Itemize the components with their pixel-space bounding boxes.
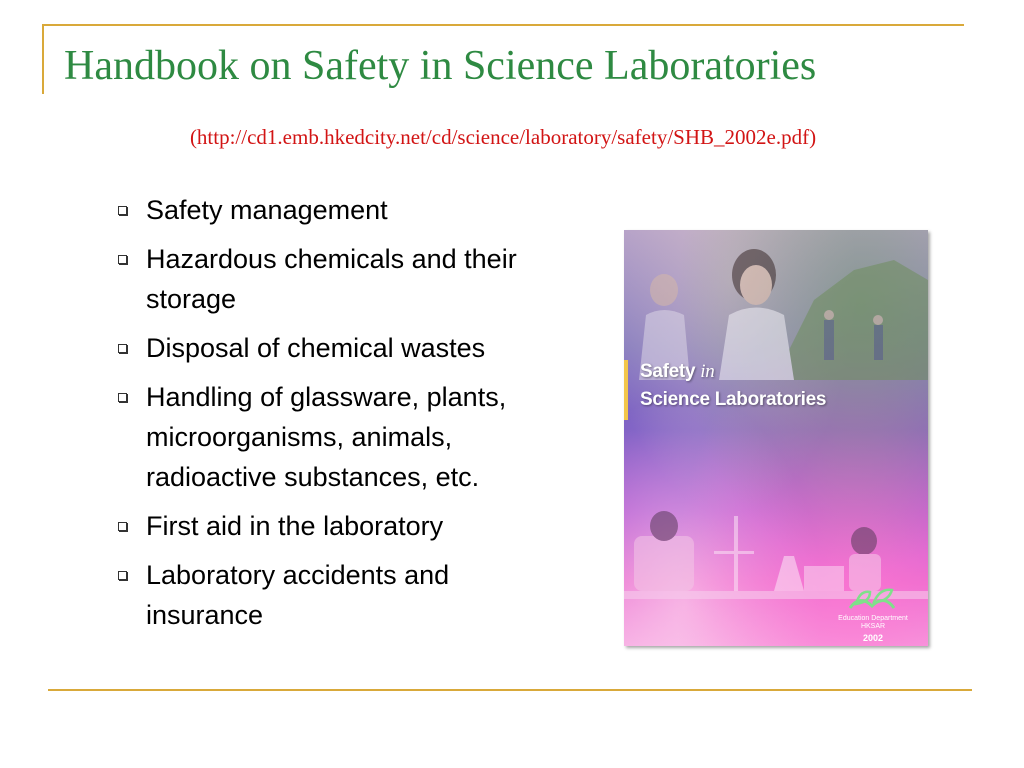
bullet-item — [110, 506, 590, 546]
bullet-item — [110, 328, 590, 368]
square-bullet-icon — [118, 393, 127, 402]
handbook-cover-image — [624, 230, 928, 646]
bullet-item — [110, 377, 590, 497]
cover-publisher-line1: Education Department — [838, 615, 908, 622]
frame-left-line — [42, 24, 44, 94]
bullet-text: Handling of glassware, plants, microorganisms, animals, radioactive substances, etc. — [146, 382, 507, 492]
square-bullet-icon — [118, 571, 127, 580]
cover-title — [640, 358, 826, 414]
slide-title: Handbook on Safety in Science Laboratories — [64, 43, 817, 89]
cover-title-italic-word: in — [700, 361, 715, 382]
cover-year: 2002 — [862, 633, 884, 643]
cover-accent-bar — [624, 360, 628, 420]
bullet-list — [110, 190, 590, 644]
bullet-text: First aid in the laboratory — [146, 511, 444, 541]
bullet-item — [110, 239, 590, 319]
bullet-item — [110, 555, 590, 635]
frame-bottom-line — [48, 689, 972, 691]
square-bullet-icon — [118, 206, 127, 215]
bullet-text: Laboratory accidents and insurance — [146, 560, 450, 630]
bullet-text: Safety management — [146, 195, 388, 225]
bullet-item — [110, 190, 590, 230]
bullet-text: Hazardous chemicals and their storage — [146, 244, 517, 314]
cover-publisher-line2: HKSAR — [860, 623, 886, 630]
square-bullet-icon — [118, 255, 127, 264]
bullet-text: Disposal of chemical wastes — [146, 333, 486, 363]
square-bullet-icon — [118, 344, 127, 353]
square-bullet-icon — [118, 522, 127, 531]
cover-title-word: Safety — [640, 361, 696, 382]
cover-publisher — [830, 615, 916, 631]
open-book-leaf-icon — [846, 584, 898, 614]
cover-title-line2: Science Laboratories — [640, 389, 827, 410]
source-url: (http://cd1.emb.hkedcity.net/cd/science/laboratory/safety/SHB_2002e.pdf) — [189, 125, 817, 149]
frame-top-line — [42, 24, 964, 26]
